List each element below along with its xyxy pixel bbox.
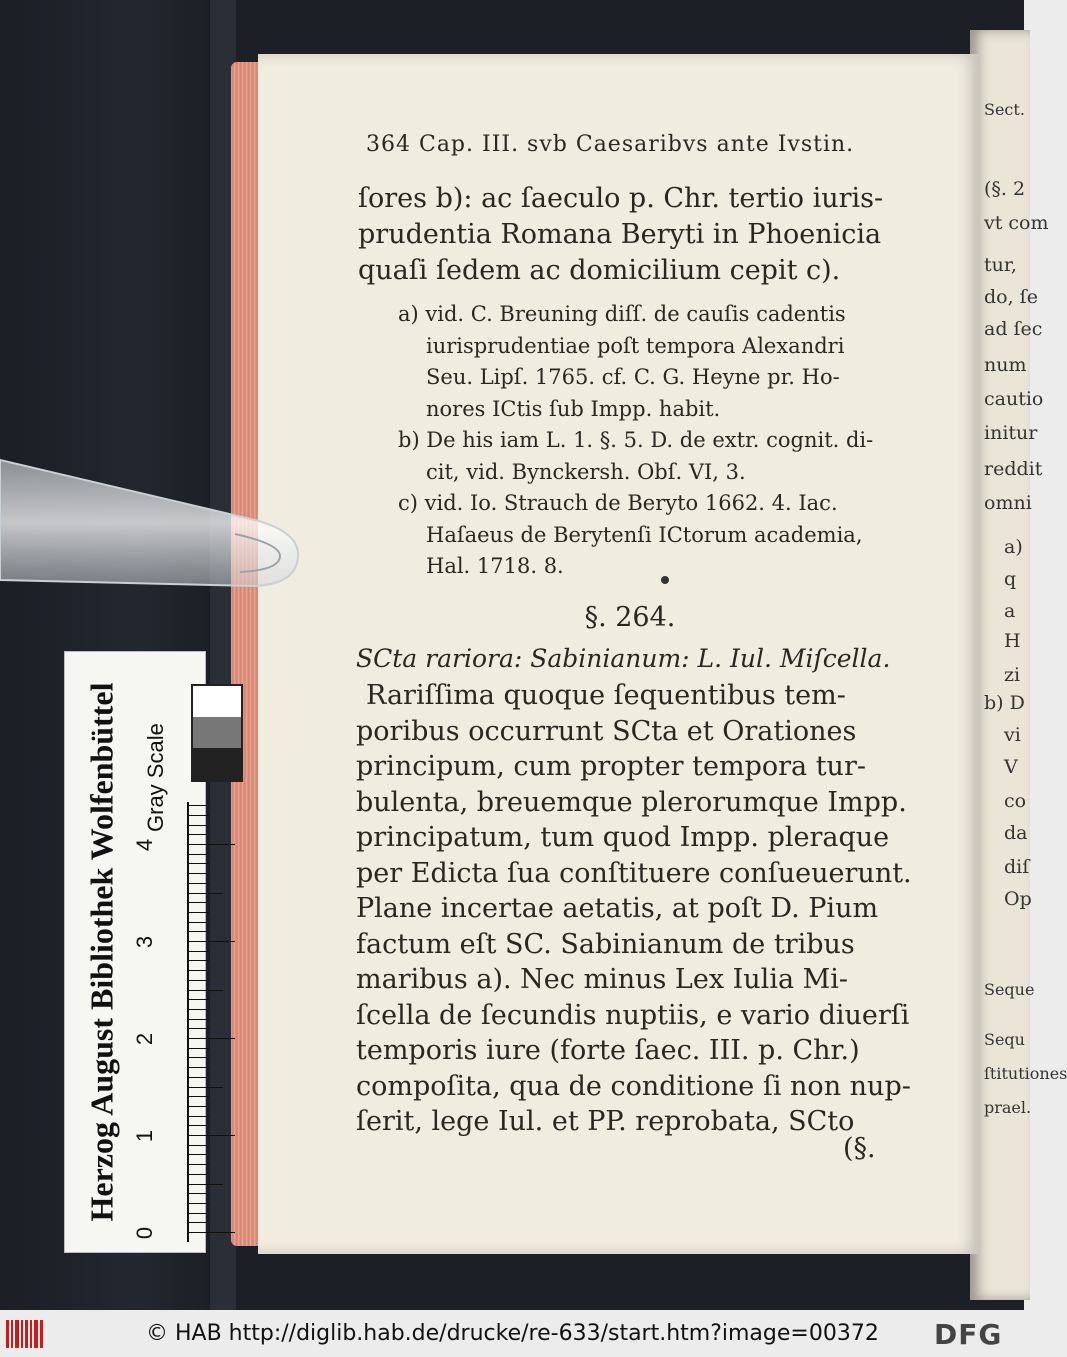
next-page-fragment: tur, bbox=[984, 254, 1017, 276]
ruler-number: 3 bbox=[132, 935, 158, 949]
ruler-tick bbox=[189, 951, 209, 952]
lines-top-line: quaſi ſedem ac domicilium cepit c). bbox=[358, 255, 841, 286]
paragraph-line: ſcella de ſecundis nuptiis, e vario diuerſi bbox=[356, 999, 910, 1031]
ruler-tick bbox=[189, 1096, 209, 1097]
ruler-tick bbox=[189, 893, 223, 894]
ruler-tick bbox=[189, 931, 209, 932]
ruler-ticks bbox=[132, 802, 241, 1242]
footnotes-line: a) vid. C. Breuning diſſ. de cauſis cadentis bbox=[398, 302, 846, 326]
ruler-tick bbox=[189, 1203, 209, 1204]
next-page-fragment: do, ſe bbox=[984, 286, 1038, 308]
next-page-fragment: Sequ bbox=[984, 1030, 1025, 1049]
catchword: (§. bbox=[843, 1133, 876, 1164]
ruler-tick bbox=[189, 1009, 209, 1010]
ruler-tick bbox=[189, 990, 223, 991]
ruler-tick bbox=[189, 1174, 209, 1175]
ruler-title: Herzog August Bibliothek Wolfenbüttel bbox=[83, 682, 120, 1222]
footnotes-line: nores ICtis ſub Impp. habit. bbox=[426, 396, 721, 421]
ruler-tick bbox=[189, 1222, 209, 1223]
section-number: §. 264. bbox=[584, 602, 676, 633]
next-page-fragment: b) D bbox=[984, 692, 1025, 714]
running-header: 364 Cap. III. svb Caesaribvs ante Ivstin. bbox=[366, 132, 855, 157]
ruler-tick bbox=[189, 1038, 235, 1039]
footnotes-line: Hal. 1718. 8. bbox=[426, 554, 564, 578]
paragraph-line: factum eſt SC. Sabinianum de tribus bbox=[356, 928, 855, 960]
next-page-fragment: (§. 2 bbox=[984, 178, 1026, 200]
ruler-number: 2 bbox=[132, 1032, 158, 1046]
ruler-tick bbox=[189, 960, 209, 961]
next-page-fragment: vi bbox=[1004, 724, 1021, 746]
footnotes-line: Haſaeus de Berytenſi ICtorum academia, bbox=[426, 522, 863, 547]
footnotes-line: iurisprudentiae poſt tempora Alexandri bbox=[426, 333, 845, 358]
ruler-tick bbox=[189, 1067, 209, 1068]
next-page-fragment: reddit bbox=[984, 458, 1043, 480]
ruler-tick bbox=[189, 815, 209, 816]
next-page-fragment: V bbox=[1004, 756, 1018, 778]
ruler-tick bbox=[189, 1135, 235, 1136]
dfg-logo: DFG bbox=[934, 1318, 1003, 1351]
paragraph-line: principatum, tum quod Impp. pleraque bbox=[356, 822, 890, 853]
paragraph-line: per Edicta ſua conſtituere conſueuerunt. bbox=[356, 857, 912, 889]
ruler-tick bbox=[189, 1164, 209, 1165]
ruler-number: 4 bbox=[132, 838, 158, 852]
ruler-number: 1 bbox=[132, 1129, 158, 1143]
ruler-tick bbox=[189, 1106, 209, 1107]
ruler-tick bbox=[189, 1019, 209, 1020]
paragraph-line: maribus a). Nec minus Lex Iulia Mi- bbox=[356, 964, 849, 995]
glass-clip bbox=[0, 452, 305, 602]
paragraph-line: ſerit, lege Iul. et PP. reprobata, SCto bbox=[356, 1106, 855, 1137]
paragraph-line: poribus occurrunt SCta et Orationes bbox=[356, 715, 857, 747]
ruler-tick bbox=[189, 825, 209, 826]
ruler-tick bbox=[189, 970, 209, 971]
ruler-tick bbox=[189, 999, 209, 1000]
paragraph-line: compoſita, qua de conditione ſi non nup- bbox=[356, 1070, 911, 1102]
next-page-fragment: initur bbox=[984, 422, 1038, 444]
ruler-tick bbox=[189, 1145, 209, 1146]
ruler-tick bbox=[189, 1087, 223, 1088]
next-page-fragment: da bbox=[1004, 822, 1028, 844]
ruler-number: 0 bbox=[132, 1226, 158, 1240]
next-page-fragment: ſtitutiones bbox=[984, 1064, 1067, 1083]
next-page-fragment: H bbox=[1004, 630, 1021, 652]
paragraph-line: Rariſſima quoque ſequentibus tem- bbox=[366, 680, 846, 711]
next-page-fragment: a) bbox=[1004, 536, 1023, 558]
ruler-tick bbox=[189, 1193, 209, 1194]
next-page-fragment: diſ bbox=[1004, 856, 1030, 878]
ruler-tick bbox=[189, 834, 209, 835]
paragraph-line: principum, cum propter tempora tur- bbox=[356, 751, 866, 782]
ruler-tick bbox=[189, 805, 209, 806]
next-page-fragment: vt com bbox=[984, 212, 1049, 234]
next-page-fragment: q bbox=[1004, 568, 1017, 590]
lines-top-line: ſores b): ac ſaeculo p. Chr. tertio iuris- bbox=[358, 183, 884, 214]
gray-scale-swatch bbox=[191, 684, 243, 782]
lines-top-line: prudentia Romana Beryti in Phoenicia bbox=[358, 219, 882, 250]
footnotes-line: b) De his iam L. 1. §. 5. D. de extr. cognit. di- bbox=[398, 428, 874, 452]
next-page-fragment: zi bbox=[1004, 664, 1021, 686]
ruler-tick bbox=[189, 902, 209, 903]
ruler-tick bbox=[189, 1116, 209, 1117]
ruler-tick bbox=[189, 863, 209, 864]
gray-scale-label: Gray Scale bbox=[143, 723, 168, 832]
next-page-fragment: co bbox=[1004, 790, 1027, 812]
ruler-tick bbox=[189, 1028, 209, 1029]
footnotes-line: c) vid. Io. Strauch de Beryto 1662. 4. Iac. bbox=[398, 491, 838, 515]
next-page-fragment: num bbox=[984, 354, 1027, 376]
ruler-tick bbox=[189, 1077, 209, 1078]
ruler-tick bbox=[189, 1184, 223, 1185]
ruler-tick bbox=[189, 873, 209, 874]
ruler-tick bbox=[189, 1048, 209, 1049]
next-page-fragment: prael. bbox=[984, 1098, 1032, 1117]
next-page-fragment: cautio bbox=[984, 388, 1044, 410]
ruler-tick bbox=[189, 912, 209, 913]
footer-credit-link[interactable]: © HAB http://diglib.hab.de/drucke/re-633/start.htm?image=00372 bbox=[146, 1321, 879, 1346]
next-page-fragment: a bbox=[1004, 600, 1016, 622]
footnotes-line: cit, vid. Bynckersh. Obſ. VI, 3. bbox=[426, 459, 746, 484]
ruler-tick bbox=[189, 1154, 209, 1155]
ink-dot bbox=[661, 576, 669, 584]
ruler-tick bbox=[189, 883, 209, 884]
color-scale-ruler bbox=[64, 651, 206, 1253]
ruler-tick bbox=[189, 941, 235, 942]
next-page-fragment: ad ſec bbox=[984, 318, 1043, 340]
paragraph-line: bulenta, breuemque plerorumque Impp. bbox=[356, 786, 907, 818]
section-title: SCta rariora: Sabinianum: L. Iul. Miſcella. bbox=[356, 644, 891, 673]
hab-logo-icon bbox=[6, 1320, 46, 1348]
next-page-fragment: Seque bbox=[984, 980, 1035, 999]
next-page-fragment: Sect. bbox=[984, 100, 1025, 119]
ruler-tick bbox=[189, 854, 209, 855]
footnotes-line: Seu. Lipſ. 1765. cf. C. G. Heyne pr. Ho- bbox=[426, 365, 840, 389]
ruler-tick bbox=[189, 922, 209, 923]
ruler-tick bbox=[189, 980, 209, 981]
ruler-tick bbox=[189, 1213, 209, 1214]
ruler-tick bbox=[189, 844, 235, 845]
paragraph-line: Plane incertae aetatis, at poſt D. Pium bbox=[356, 893, 879, 924]
ruler-tick bbox=[189, 1125, 209, 1126]
paragraph-line: temporis iure (forte ſaec. III. p. Chr.) bbox=[356, 1035, 860, 1066]
next-page-fragment: omni bbox=[984, 492, 1032, 514]
ruler-tick bbox=[189, 1232, 235, 1233]
ruler-tick bbox=[189, 1057, 209, 1058]
next-page-fragment: Op bbox=[1004, 888, 1032, 910]
